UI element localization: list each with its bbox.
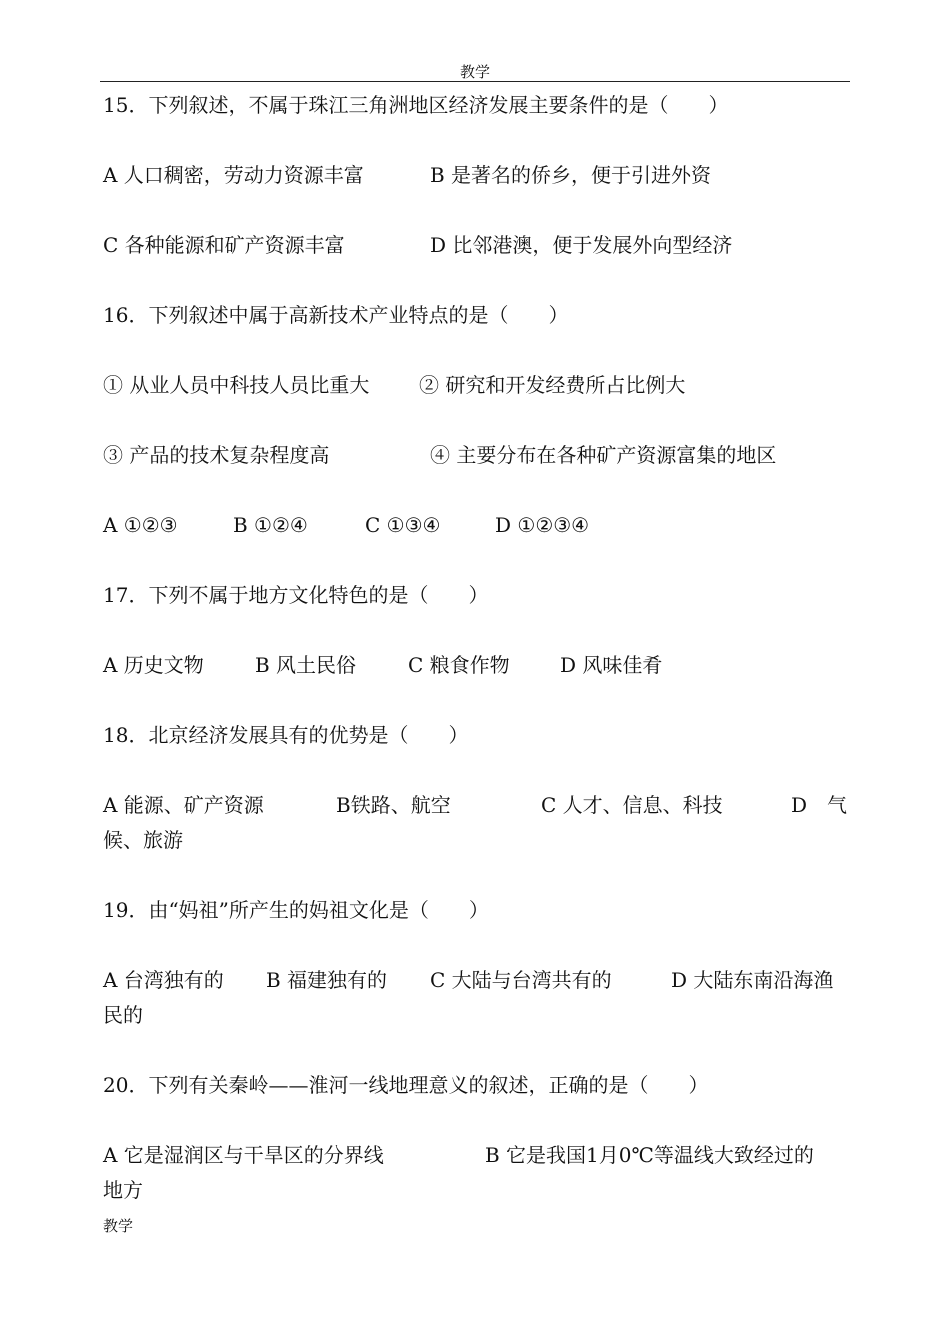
q19-option-c: C 大陆与台湾共有的: [430, 968, 612, 992]
q19-options-continuation: 民的: [103, 1003, 143, 1027]
q20-option-a: A 它是湿润区与干旱区的分界线: [103, 1143, 384, 1167]
page-footer-text: 教学: [103, 1217, 134, 1235]
q16-statement-3: ③ 产品的技术复杂程度高: [103, 443, 330, 467]
q17-option-a: A 历史文物: [103, 653, 204, 677]
q20-option-b: B 它是我国1月0℃等温线大致经过的: [485, 1143, 814, 1167]
q18-option-b: B铁路、航空: [336, 793, 451, 817]
header-rule: [100, 81, 850, 82]
q18-option-d: D 气: [791, 793, 848, 817]
page-header-text: 教学: [459, 63, 490, 81]
q16-statement-1: ① 从业人员中科技人员比重大: [103, 373, 370, 397]
q20-stem: 20．下列有关秦岭——淮河一线地理意义的叙述，正确的是（ ）: [103, 1073, 709, 1097]
q15-option-a: A 人口稠密，劳动力资源丰富: [103, 163, 364, 187]
q19-option-a: A 台湾独有的: [103, 968, 224, 992]
q19-option-b: B 福建独有的: [266, 968, 388, 992]
q16-option-b: B ①②④: [233, 513, 308, 537]
q16-statement-4: ④ 主要分布在各种矿产资源富集的地区: [430, 443, 777, 467]
q16-stem: 16．下列叙述中属于高新技术产业特点的是（ ）: [103, 303, 569, 327]
q16-statement-2: ② 研究和开发经费所占比例大: [419, 373, 686, 397]
q19-stem: 19．由“妈祖”所产生的妈祖文化是（ ）: [103, 898, 489, 922]
q15-option-c: C 各种能源和矿产资源丰富: [103, 233, 345, 257]
q18-options-continuation: 候、旅游: [103, 828, 183, 852]
q18-option-a: A 能源、矿产资源: [103, 793, 264, 817]
q17-option-b: B 风土民俗: [255, 653, 357, 677]
q16-option-c: C ①③④: [365, 513, 441, 537]
q18-option-c: C 人才、信息、科技: [541, 793, 723, 817]
q19-option-d: D 大陆东南沿海渔: [671, 968, 834, 992]
q16-option-a: A ①②③: [103, 513, 178, 537]
q18-stem: 18．北京经济发展具有的优势是（ ）: [103, 723, 469, 747]
q19-options-row: [103, 962, 853, 1142]
q16-option-d: D ①②③④: [495, 513, 590, 537]
q15-option-b: B 是著名的侨乡，便于引进外资: [430, 163, 712, 187]
q17-option-d: D 风味佳肴: [560, 653, 663, 677]
q15-stem: 15．下列叙述，不属于珠江三角洲地区经济发展主要条件的是（ ）: [103, 93, 729, 117]
q17-option-c: C 粮食作物: [408, 653, 510, 677]
q17-stem: 17．下列不属于地方文化特色的是（ ）: [103, 583, 489, 607]
q20-options-continuation: 地方: [103, 1178, 143, 1202]
q18-options-row: [103, 787, 853, 967]
q15-option-d: D 比邻港澳，便于发展外向型经济: [430, 233, 733, 257]
